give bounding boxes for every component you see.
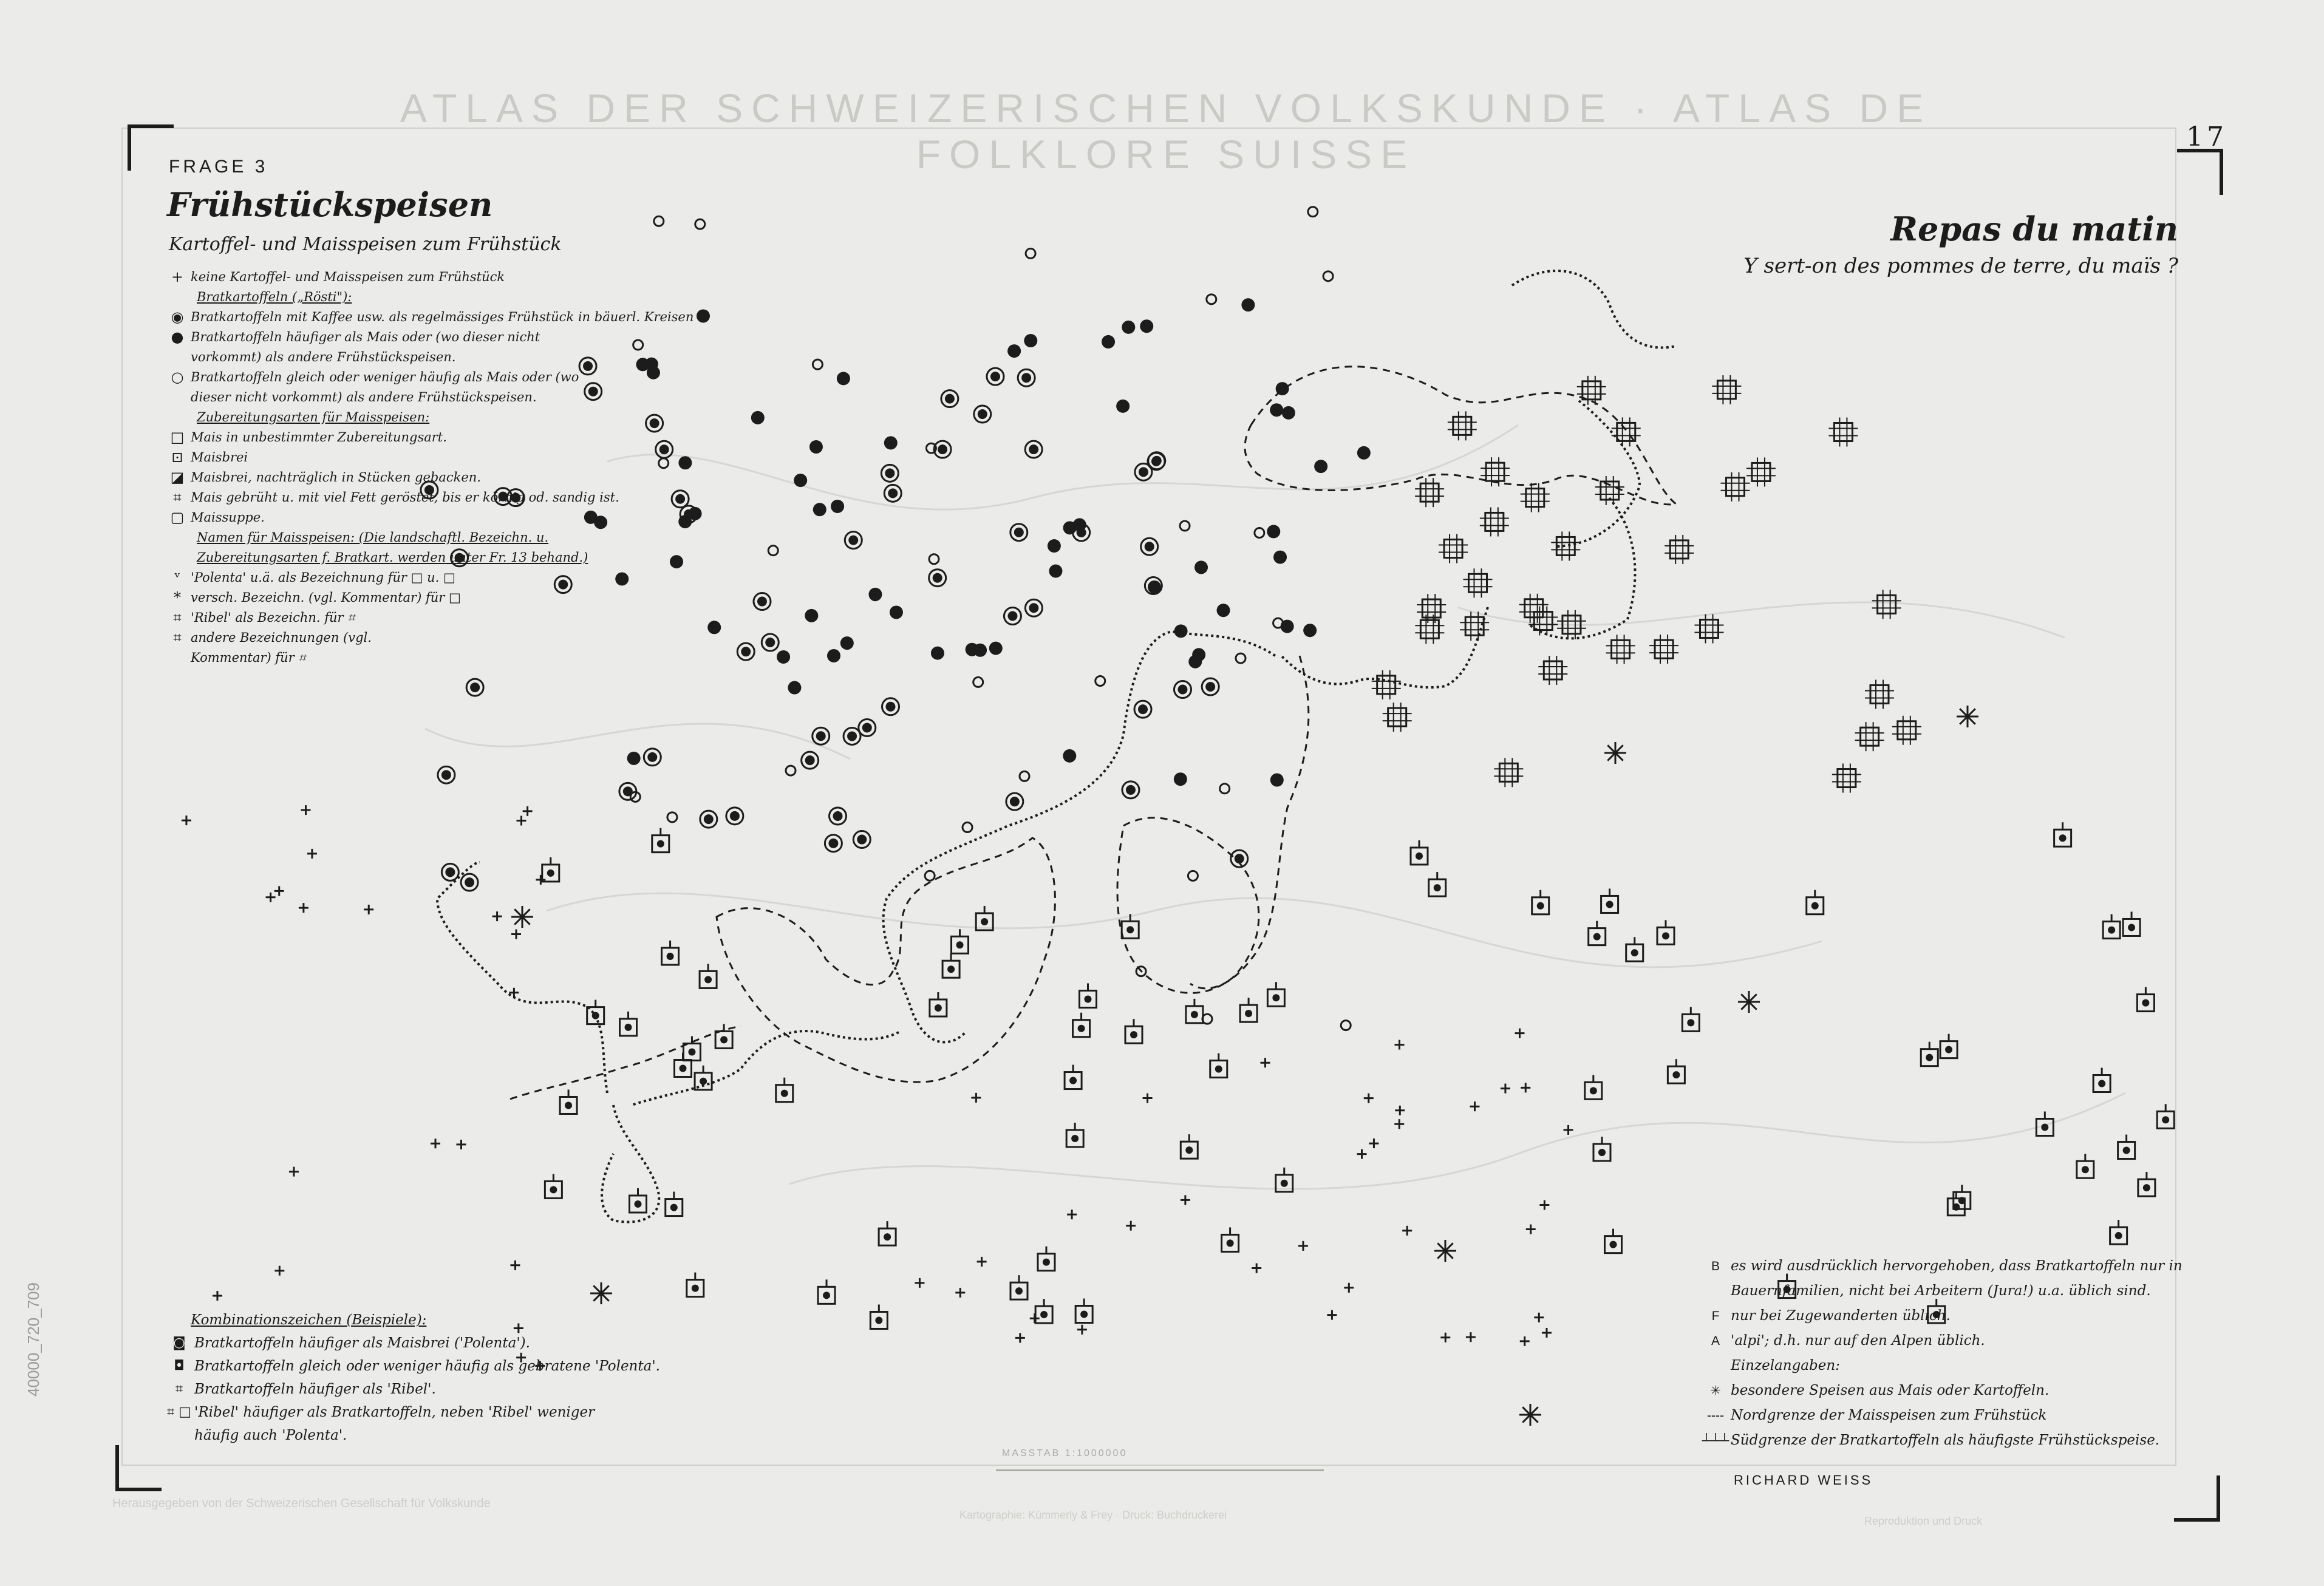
square-mark (2162, 1116, 2169, 1123)
legend-row (164, 267, 747, 287)
square-icon: □ (170, 429, 185, 446)
square-mark (1281, 1180, 1288, 1187)
atlas-title: ATLAS DER SCHWEIZERISCHEN VOLKSKUNDE · ATLAS DE FOLKLORE SUISSE (400, 86, 1932, 177)
hash-mark (1486, 463, 1504, 481)
square-mark (550, 1186, 557, 1193)
map-subtitle-fr: Y sert-on des pommes de terre, du maïs ? (1743, 254, 2178, 278)
circle-mark (1026, 248, 1035, 258)
dot-mark (1192, 648, 1205, 661)
square-mark (1126, 926, 1134, 933)
square-mark (1811, 902, 1819, 910)
combo-row (164, 1378, 710, 1401)
square-mark (1071, 1135, 1079, 1142)
note-text: besondere Speisen aus Mais oder Kartoffeln. (1731, 1383, 2050, 1398)
print-credit: Kartographie: Kümmerly & Frey · Druck: Buchdruckerei (959, 1509, 1227, 1521)
ringed-dot-mark (990, 372, 1000, 381)
legend-row (164, 508, 747, 528)
hash-mark (1752, 463, 1770, 481)
circle-mark (1341, 1021, 1351, 1030)
square-mark (1215, 1066, 1222, 1073)
dot-mark (890, 605, 903, 619)
combo-icon: ◙ (172, 1335, 186, 1350)
square-mark (1080, 1311, 1088, 1318)
legend-text: 'Ribel' als Bezeichn. für ⌗ (191, 610, 355, 625)
square-mark (1952, 1203, 1960, 1211)
ringed-dot-mark (1021, 373, 1031, 383)
hash-mark (1544, 661, 1562, 679)
circle-mark (813, 359, 822, 369)
north-border-line (510, 1026, 741, 1099)
dot-mark (989, 642, 1003, 655)
square-mark (2128, 924, 2135, 931)
square-mark (823, 1292, 830, 1299)
square-mark (2108, 927, 2115, 934)
hash-mark (1655, 640, 1673, 658)
ringed-dot-mark (1010, 797, 1020, 806)
legend-heading: Zubereitungsarten für Maisspeisen: (197, 410, 430, 424)
circle-mark (1207, 294, 1216, 304)
ringed-dot-mark (1029, 444, 1038, 454)
circle-mark (1308, 207, 1318, 217)
hash-mark (1499, 763, 1518, 781)
square-mark (1272, 994, 1280, 1001)
ringed-dot-mark (441, 770, 451, 780)
note-text: Nordgrenze der Maisspeisen zum Frühstück (1731, 1407, 2047, 1423)
hash-mark (1670, 540, 1688, 559)
combo-icon: ⌗ (175, 1381, 183, 1397)
ringed-dot-mark (933, 573, 942, 583)
dot-mark (1174, 624, 1188, 638)
note-text: Südgrenze der Bratkartoffeln als häufigste Frühstückspeise. (1731, 1432, 2160, 1448)
circle-mark (1236, 653, 1245, 663)
combo-text: 'Ribel' häufiger als Bratkartoffeln, neben 'Ribel' weniger häufig auch 'Polenta'. (194, 1404, 595, 1443)
circle-mark (1180, 521, 1190, 531)
legend-row (164, 628, 747, 668)
circle-mark (1188, 871, 1198, 880)
hash-mark (1388, 708, 1406, 726)
asterisk-icon: * (174, 589, 181, 606)
legend-row (164, 488, 747, 508)
dot-mark (1273, 551, 1287, 564)
page-number: 17 (2186, 121, 2227, 152)
legend-row (164, 568, 747, 588)
legend-text: versch. Bezeichn. (vgl. Kommentar) für □ (191, 590, 461, 605)
ringed-dot-mark (757, 597, 767, 607)
dot-mark (805, 609, 818, 622)
square-mark (667, 953, 674, 960)
note-text: 'alpi'; d.h. nur auf den Alpen üblich. (1731, 1333, 1985, 1349)
dot-mark (751, 411, 765, 424)
ringed-dot-mark (470, 682, 480, 692)
north-border-line (1190, 656, 1309, 989)
legend-text: keine Kartoffel- und Maisspeisen zum Frühstück (191, 270, 505, 284)
hash-mark (1485, 512, 1504, 531)
dot-mark (1102, 335, 1115, 349)
legend-row (164, 468, 747, 488)
circle-mark (654, 216, 664, 226)
hash-mark (1898, 721, 1916, 740)
note-row (1700, 1304, 2186, 1329)
square-mark (1926, 1054, 1933, 1061)
hash-square-icon: ⌗ (173, 629, 182, 646)
notes-legend (1700, 1254, 2186, 1453)
dot-mark (1282, 406, 1295, 420)
ringed-dot-mark (888, 488, 898, 498)
square-mark (1434, 884, 1441, 891)
dot-mark (831, 500, 844, 513)
plus-icon: + (171, 268, 184, 285)
dot-mark (837, 372, 850, 385)
ringed-dot-mark (885, 468, 895, 478)
legend (164, 267, 747, 668)
north-border-line (717, 838, 1055, 1082)
hash-mark (1878, 595, 1896, 613)
square-mark (2143, 1184, 2150, 1191)
square-mark (1631, 949, 1638, 956)
hash-square-icon: ⌗ (173, 609, 182, 626)
circle-mark (1220, 784, 1230, 794)
combo-text: Bratkartoffeln gleich oder weniger häufig als gebratene 'Polenta'. (194, 1358, 660, 1374)
circle-mark (929, 554, 939, 564)
square-mark (1945, 1046, 1952, 1053)
ringed-dot-mark (1077, 528, 1086, 537)
note-row (1700, 1403, 2186, 1428)
combo-heading: Kombinationszeichen (Beispiele): (191, 1312, 427, 1328)
legend-text: Bratkartoffeln häufiger als Mais oder (wo dieser nicht vorkommt) als andere Frühstückspeisen. (191, 330, 540, 364)
square-mark (2041, 1123, 2048, 1131)
dot-mark (1270, 403, 1283, 417)
square-mark (1672, 1071, 1680, 1078)
ringed-dot-mark (765, 638, 775, 647)
dot-mark (1116, 400, 1130, 413)
dot-mark (1024, 334, 1037, 347)
square-mark (1590, 1087, 1597, 1094)
hash-mark (1526, 489, 1544, 507)
square-mark (781, 1090, 788, 1097)
square-mark (700, 1078, 707, 1085)
circle-mark (973, 677, 983, 687)
combo-row (164, 1332, 710, 1355)
square-mark (1609, 1241, 1617, 1248)
dot-mark (1140, 319, 1153, 333)
square-mark (935, 1004, 942, 1012)
ringed-dot-mark (1007, 611, 1017, 621)
dot-icon: ● (171, 328, 184, 345)
dashed-line-icon: ---- (1707, 1409, 1724, 1423)
ringed-dot-mark (978, 409, 987, 419)
ringed-dot-mark (1014, 528, 1024, 537)
hash-mark (1717, 381, 1736, 399)
legend-row (164, 608, 747, 628)
hash-mark (1870, 685, 1889, 703)
circle-mark (786, 766, 796, 775)
ringed-dot-icon: ◉ (171, 308, 184, 325)
ringed-dot-mark (1029, 603, 1038, 613)
dot-mark (1063, 749, 1076, 763)
ringed-dot-mark (445, 867, 455, 877)
square-mark (875, 1316, 882, 1324)
dot-mark (840, 636, 854, 650)
legend-row (164, 427, 747, 448)
square-mark (670, 1204, 678, 1211)
dot-mark (1276, 382, 1289, 395)
square-mark (565, 1101, 572, 1109)
square-mark (547, 870, 554, 877)
hash-mark (1700, 620, 1718, 638)
note-heading: Einzelangaben: (1731, 1358, 1840, 1373)
ringed-dot-mark (1205, 682, 1215, 692)
square-mark (947, 965, 955, 973)
scale-label: MASSTAB 1:1000000 (1002, 1448, 1128, 1458)
legend-heading: Namen für Maisspeisen: (Die landschaftl. Bezeichn. u. Zubereitungsarten f. Bratkart. werden unter Fr. 13 behand.) (197, 530, 588, 565)
dot-mark (1314, 460, 1327, 473)
square-mark (1130, 1031, 1137, 1038)
square-mark (1185, 1146, 1193, 1154)
letter-b-icon: B (1711, 1259, 1720, 1273)
ringed-dot-mark (862, 723, 872, 732)
ringed-dot-mark (938, 444, 947, 454)
dot-mark (966, 643, 979, 656)
rounded-square-icon: ▢ (170, 509, 185, 526)
square-mark (692, 1285, 699, 1292)
legend-row (164, 448, 747, 468)
ringed-dot-mark (1126, 785, 1136, 795)
circle-mark (695, 219, 705, 229)
square-mark (592, 1012, 599, 1019)
square-mark (2082, 1166, 2089, 1173)
legend-text: andere Bezeichnungen (vgl. Kommentar) für ⌗ (191, 630, 372, 665)
ringed-dot-mark (857, 835, 867, 845)
circle-mark (1096, 676, 1105, 686)
square-mark (1662, 932, 1669, 939)
map-title-de: Frühstückspeisen (167, 185, 493, 224)
half-filled-square-icon: ◪ (170, 469, 185, 486)
ringed-dot-mark (704, 814, 714, 824)
terrain-line (547, 893, 1822, 967)
ringed-dot-mark (848, 536, 858, 545)
dot-mark (1007, 344, 1021, 358)
combo-icon: ◘ (174, 1358, 185, 1373)
legend-row (164, 307, 747, 327)
ringed-dot-mark (833, 811, 843, 821)
dot-mark (931, 647, 944, 660)
ringed-dot-mark (1148, 581, 1158, 591)
dot-mark (794, 474, 807, 487)
hash-mark (1612, 640, 1630, 658)
circle-mark (963, 823, 972, 832)
dot-mark (1357, 446, 1371, 460)
circle-mark (1255, 528, 1264, 538)
legend-text: Mais gebrüht u. mit viel Fett geröstet, bis er körnig od. sandig ist. (191, 490, 619, 505)
ringed-dot-mark (945, 394, 955, 404)
hash-mark (1420, 620, 1439, 638)
combo-row (164, 1401, 710, 1447)
hash-mark (1834, 423, 1852, 441)
dot-mark (827, 649, 840, 662)
dot-mark (1049, 564, 1062, 577)
note-text: nur bei Zugewanderten üblich. (1731, 1308, 1951, 1324)
hash-mark (1468, 574, 1487, 592)
square-mark (1687, 1019, 1694, 1026)
square-mark (1040, 1311, 1048, 1318)
square-mark (2115, 1232, 2122, 1239)
square-mark (1537, 902, 1544, 910)
circle-mark (925, 871, 935, 880)
square-mark (688, 1049, 695, 1056)
ringed-dot-mark (1138, 704, 1148, 714)
dot-mark (1194, 560, 1208, 574)
legend-text: Maisbrei (191, 450, 248, 465)
ringed-dot-mark (828, 839, 838, 848)
map-title-fr: Repas du matin (1890, 209, 2178, 248)
letter-a-icon: A (1711, 1334, 1720, 1348)
ringed-dot-mark (1152, 456, 1162, 466)
hash-mark (1583, 381, 1601, 400)
legend-heading: Bratkartoffeln („Rösti"): (197, 290, 352, 304)
hash-mark (1420, 483, 1439, 502)
square-mark (625, 1024, 632, 1031)
legend-row (164, 588, 747, 608)
combo-row (164, 1355, 710, 1378)
hash-mark (1444, 540, 1462, 558)
ringed-dot-mark (886, 702, 896, 712)
dot-mark (1048, 539, 1061, 553)
hash-square-icon: ⌗ (173, 489, 182, 506)
hash-mark (1726, 478, 1744, 496)
square-mark (634, 1200, 641, 1208)
square-mark (1606, 900, 1614, 908)
hash-mark (1861, 727, 1879, 746)
circle-mark (1323, 271, 1333, 281)
hash-mark (1465, 617, 1484, 635)
square-mark (657, 840, 664, 848)
legend-row (164, 327, 747, 367)
dot-mark (1122, 321, 1135, 334)
question-number: FRAGE 3 (169, 157, 268, 177)
ringed-dot-mark (816, 731, 826, 741)
terrain-line (789, 1093, 2125, 1189)
note-text: es wird ausdrücklich hervorgehoben, dass Bratkartoffeln nur in Bauernfamilien, nicht bei Arbeitern (Jura!) u.a. üblich sind. (1731, 1258, 2183, 1299)
circle-mark (768, 546, 778, 556)
square-mark (1593, 933, 1601, 941)
square-mark (981, 918, 988, 925)
dot-mark (1303, 624, 1317, 637)
legend-row (164, 367, 747, 407)
ringed-dot-mark (847, 731, 857, 741)
hash-mark (1422, 599, 1440, 618)
legend-text: Bratkartoffeln mit Kaffee usw. als regelmässiges Frühstück in bäuerl. Kreisen (191, 310, 694, 324)
square-mark (720, 1036, 728, 1043)
legend-text: Mais in unbestimmter Zubereitungsart. (191, 430, 447, 444)
repro-credit: Reproduktion und Druck (1864, 1515, 1983, 1527)
circle-icon: ○ (171, 369, 184, 386)
hash-mark (1377, 676, 1395, 694)
flag-square-icon: ⊡ (171, 449, 184, 466)
dot-mark (1270, 774, 1284, 787)
square-mark (2123, 1147, 2130, 1154)
square-mark (2142, 999, 2149, 1007)
square-mark (2059, 834, 2067, 842)
map-subtitle-de: Kartoffel- und Maisspeisen zum Frühstück (169, 234, 562, 255)
square-mark (956, 941, 964, 948)
ringed-dot-mark (805, 755, 815, 765)
ringed-dot-mark (647, 752, 657, 762)
square-mark (704, 976, 712, 983)
dot-mark (884, 436, 898, 449)
hatched-line-icon: ┴┴┴ (1702, 1434, 1729, 1448)
note-row (1700, 1254, 2186, 1304)
circle-mark (667, 812, 677, 822)
ringed-dot-mark (1177, 685, 1187, 695)
square-mark (1043, 1259, 1050, 1266)
dot-mark (813, 503, 826, 516)
square-mark (1069, 1077, 1077, 1084)
legend-text: 'Polenta' u.ä. als Bezeichnung für □ u. □ (191, 570, 455, 585)
scale-bar (996, 1469, 1324, 1471)
square-mark (680, 1065, 687, 1072)
dot-mark (627, 752, 641, 765)
dot-mark (1267, 525, 1280, 538)
archive-number: 40000_720_709 (24, 1282, 43, 1397)
hash-mark (1838, 769, 1856, 788)
dot-mark (809, 440, 823, 454)
legend-text: Bratkartoffeln gleich oder weniger häufig als Mais oder (wo dieser nicht vorkommt) als andere Frühstückspeisen. (191, 370, 579, 404)
circle-mark (1020, 771, 1029, 781)
hash-mark (1453, 417, 1471, 435)
square-mark (2098, 1080, 2105, 1087)
star-icon: ✳ (1710, 1384, 1721, 1398)
square-mark (1416, 853, 1423, 860)
letter-f-icon: F (1711, 1309, 1720, 1323)
legend-text: Maisbrei, nachträglich in Stücken gebacken. (191, 470, 481, 485)
ringed-dot-mark (730, 811, 740, 821)
note-row (1700, 1428, 2186, 1453)
legend-text: Maissuppe. (191, 510, 265, 525)
square-mark (1078, 1025, 1085, 1032)
ringed-dot-mark (1235, 854, 1244, 863)
combo-text: Bratkartoffeln häufiger als 'Ribel'. (194, 1381, 436, 1397)
dot-mark (1174, 772, 1187, 786)
square-mark (884, 1233, 891, 1241)
tick-icon: ᵛ (174, 569, 180, 586)
dot-mark (777, 650, 790, 664)
dot-mark (788, 681, 801, 695)
dot-mark (1241, 298, 1255, 311)
square-mark (1015, 1287, 1023, 1295)
square-mark (1598, 1149, 1606, 1156)
ringed-dot-mark (465, 877, 474, 887)
square-mark (1191, 1011, 1198, 1018)
author: RICHARD WEISS (1734, 1472, 1873, 1488)
combo-text: Bratkartoffeln häufiger als Maisbrei ('Polenta'). (194, 1335, 530, 1351)
square-mark (1245, 1010, 1252, 1017)
ringed-dot-mark (1145, 542, 1154, 551)
dot-mark (1217, 604, 1230, 617)
publisher-credit: Herausgegeben von der Schweizerischen Gesellschaft für Volkskunde (112, 1497, 491, 1510)
terrain-line (1457, 602, 2065, 638)
square-mark (1084, 995, 1091, 1002)
note-row (1700, 1329, 2186, 1353)
square-mark (1227, 1239, 1234, 1247)
ringed-dot-mark (1139, 467, 1148, 477)
note-row (1700, 1378, 2186, 1403)
combo-icon: ⌗ □ (166, 1404, 192, 1420)
combination-legend (164, 1309, 710, 1447)
